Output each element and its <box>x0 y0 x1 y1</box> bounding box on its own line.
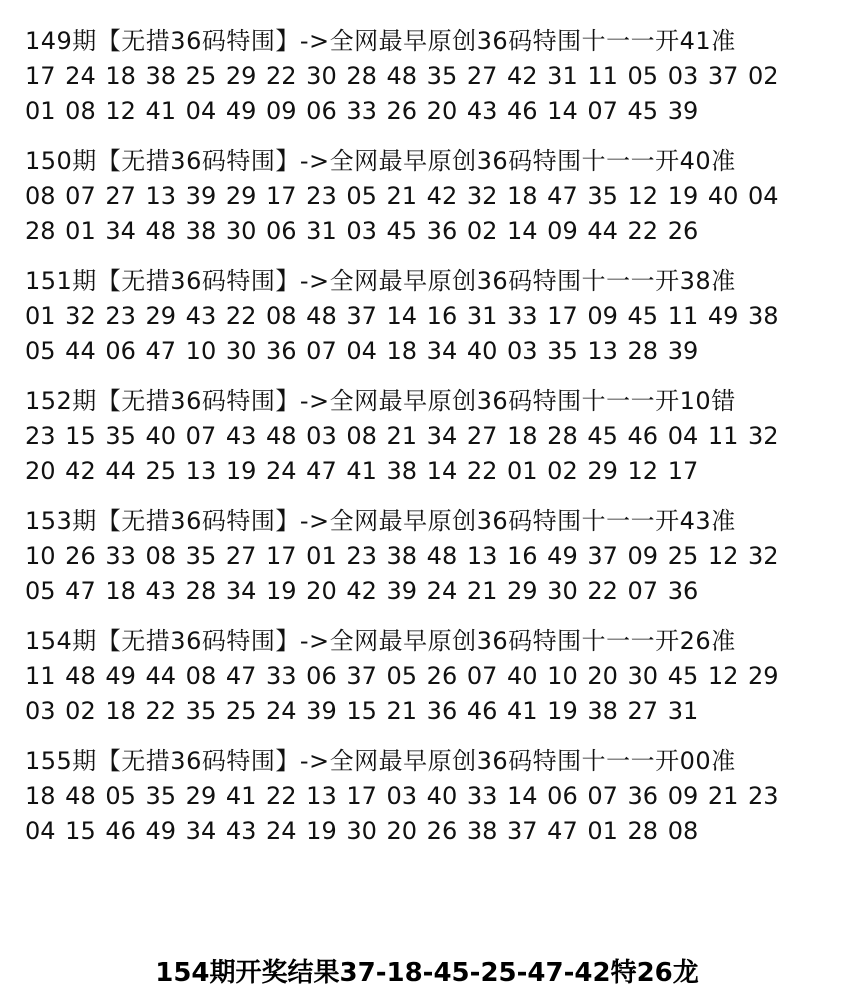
period-block-155 <box>25 744 835 849</box>
numbers-line: 04 15 46 49 34 43 24 19 30 20 26 38 37 47 01 28 08 <box>25 817 699 845</box>
numbers-line: 20 42 44 25 13 19 24 47 41 38 14 22 01 02 29 12 17 <box>25 457 699 485</box>
numbers-line: 11 48 49 44 08 47 33 06 37 05 26 07 40 10 20 30 45 12 29 <box>25 662 779 690</box>
numbers-line: 28 01 34 48 38 30 06 31 03 45 36 02 14 09 44 22 26 <box>25 217 699 245</box>
period-block-151 <box>25 264 835 369</box>
numbers-line: 08 07 27 13 39 29 17 23 05 21 42 32 18 47 35 12 19 40 04 <box>25 182 779 210</box>
numbers-line: 17 24 18 38 25 29 22 30 28 48 35 27 42 31 11 05 03 37 02 <box>25 62 779 90</box>
period-header: 155期【无措36码特围】->全网最早原创36码特围十一一开00准 <box>25 747 736 775</box>
draw-result-footer: 154期开奖结果37-18-45-25-47-42特26龙 <box>155 958 699 988</box>
period-block-154 <box>25 624 835 729</box>
period-header: 151期【无措36码特围】->全网最早原创36码特围十一一开38准 <box>25 267 736 295</box>
period-header: 150期【无措36码特围】->全网最早原创36码特围十一一开40准 <box>25 147 736 175</box>
period-header: 153期【无措36码特围】->全网最早原创36码特围十一一开43准 <box>25 507 736 535</box>
period-header: 152期【无措36码特围】->全网最早原创36码特围十一一开10错 <box>25 387 736 415</box>
period-header: 154期【无措36码特围】->全网最早原创36码特围十一一开26准 <box>25 627 736 655</box>
numbers-line: 03 02 18 22 35 25 24 39 15 21 36 46 41 19 38 27 31 <box>25 697 699 725</box>
period-block-149 <box>25 24 835 129</box>
numbers-line: 18 48 05 35 29 41 22 13 17 03 40 33 14 06 07 36 09 21 23 <box>25 782 779 810</box>
numbers-line: 23 15 35 40 07 43 48 03 08 21 34 27 18 28 45 46 04 11 32 <box>25 422 779 450</box>
numbers-line: 05 44 06 47 10 30 36 07 04 18 34 40 03 35 13 28 39 <box>25 337 699 365</box>
period-block-150 <box>25 144 835 249</box>
numbers-line: 05 47 18 43 28 34 19 20 42 39 24 21 29 30 22 07 36 <box>25 577 699 605</box>
numbers-line: 01 08 12 41 04 49 09 06 33 26 20 43 46 14 07 45 39 <box>25 97 699 125</box>
predictions-list <box>25 24 835 864</box>
numbers-line: 01 32 23 29 43 22 08 48 37 14 16 31 33 17 09 45 11 49 38 <box>25 302 779 330</box>
period-block-152 <box>25 384 835 489</box>
period-block-153 <box>25 504 835 609</box>
period-header: 149期【无措36码特围】->全网最早原创36码特围十一一开41准 <box>25 27 736 55</box>
numbers-line: 10 26 33 08 35 27 17 01 23 38 48 13 16 49 37 09 25 12 32 <box>25 542 779 570</box>
